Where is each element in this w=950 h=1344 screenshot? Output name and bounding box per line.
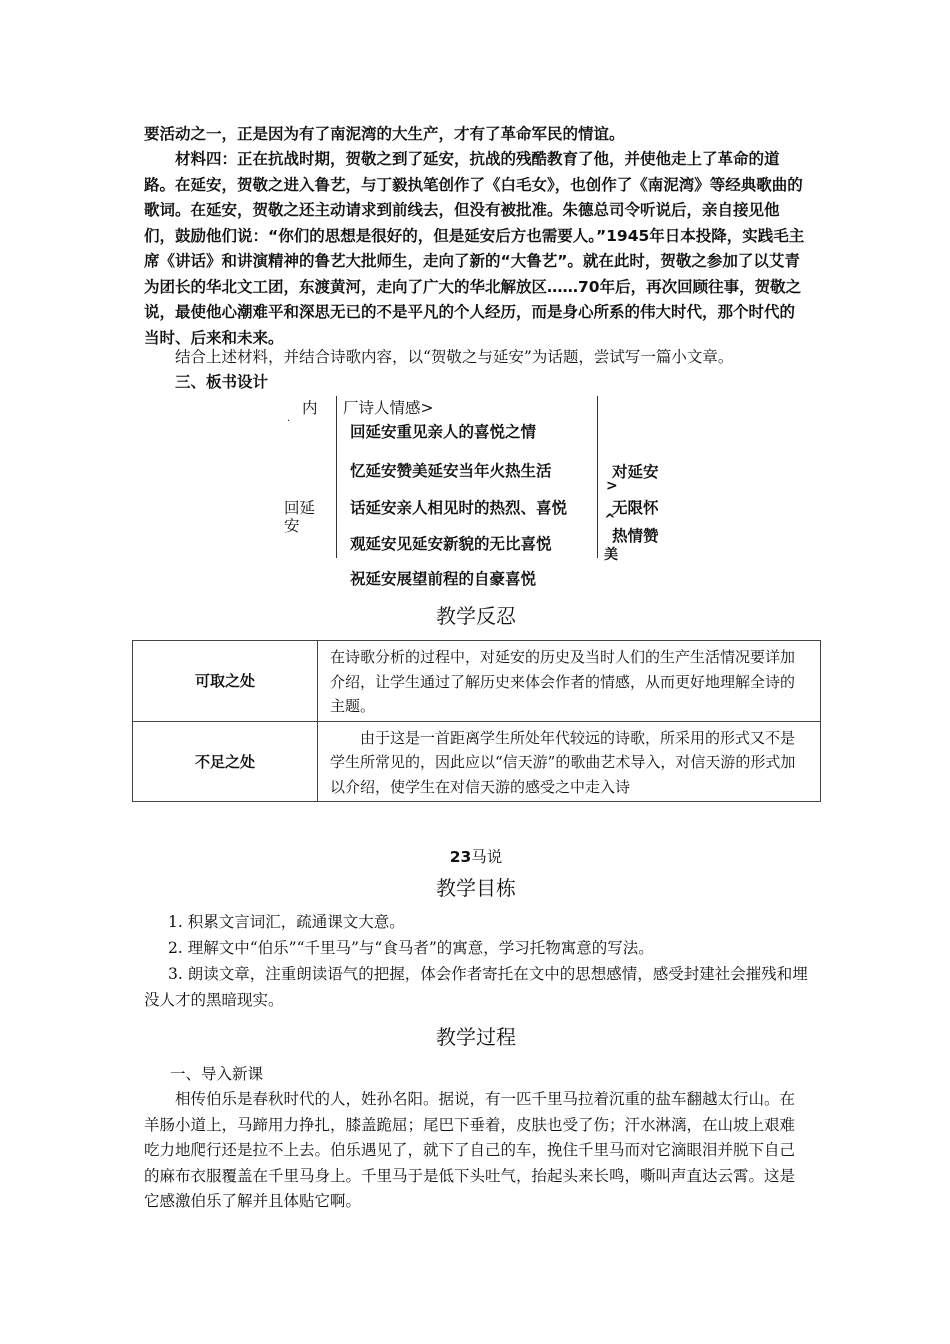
intro-heading: 一、导入新课 xyxy=(170,1065,264,1083)
goal-number: 1. xyxy=(168,913,183,931)
board-right-text: 热情赞 xyxy=(612,527,659,545)
reflection-label: 可取之处 xyxy=(133,641,318,722)
reflection-label: 不足之处 xyxy=(133,721,318,802)
goals-title: 教学目栋 xyxy=(436,876,516,900)
reflection-text: 由于这是一首距离学生所处年代较远的诗歌，所采用的形式又不是学生所常见的，因此应以“信天游”的歌曲艺术导入，对信天游的形式加以介绍，使学生在对信天游的感受之中走入诗 xyxy=(318,721,821,802)
board-dot: . xyxy=(287,413,291,424)
reflection-text: 在诗歌分析的过程中，对延安的历史及当时人们的生产生活情况要详加介绍，让学生通过了解历史来体会作者的情感，从而更好地理解全诗的主题。 xyxy=(318,641,821,722)
material-four-label: 材料四： xyxy=(175,150,238,168)
material-four-text: 正在抗战时期，贺敬之到了延安，抗战的残酷教育了他，并使他走上了革命的道路。在延安，贺敬之进入鲁艺，与丁毅执笔创作了《白毛女》，也创作了《南泥湾》等经典歌曲的歌词。在延安，贺敬之还主动请求到前线去，但没有被批准。朱德总司令听说后，亲自接见他们，鼓励他们说：“你们的思想是很好的，但是延安后方也需要人。”1945年日本投降，实践毛主席《讲话》和讲演精神的鲁艺大批师生，走向了新的“大鲁艺”。就在此时，贺敬之参加了以艾青为团长的华北文工团，东渡黄河，走向了广大的华北解放区……70年后，再次回顾往事，贺敬之说，最使他心潮难平和深思无已的不是平凡的个人经历，而是身心所系的伟大时代，那个时代的当时、后来和未来。 xyxy=(144,150,805,347)
section-three-title: 三、板书设计 xyxy=(175,373,269,391)
goal-number: 2. xyxy=(168,939,183,957)
task-prompt: 结合上述材料，并结合诗歌内容，以“贺敬之与延安”为话题，尝试写一篇小文章。 xyxy=(175,348,734,366)
lesson-number: 23 xyxy=(449,848,472,866)
goal-text: 理解文中“伯乐”“千里马”与“食马者”的寓意，学习托物寓意的写法。 xyxy=(187,939,654,957)
board-right-text: 无限怀 xyxy=(612,499,659,517)
goal-item xyxy=(144,962,808,1013)
board-item: 观延安见延安新貌的无比喜悦 xyxy=(350,535,552,553)
material-four-paragraph xyxy=(144,147,808,351)
process-title: 教学过程 xyxy=(436,1025,516,1049)
board-right-text: 对延安 xyxy=(612,463,659,481)
intro-text: 相传伯乐是春秋时代的人，姓孙名阳。据说，有一匹千里马拉着沉重的盐车翻越太行山。在羊肠小道上，马蹄用力挣扎，膝盖跪屈；尾巴下垂着，皮肤也受了伤；汗水淋漓，在山坡上艰难吃力地爬行还是拉不上去。伯乐遇见了，就下了自己的车，挽住千里马而对它滴眼泪并脱下自己的麻布衣服覆盖在千里马身上。千里马于是低下头吐气，抬起头来长鸣，嘶叫声直达云霄。这是它感激伯乐了解并且体贴它啊。 xyxy=(144,1090,796,1210)
board-header: 厂诗人情感> xyxy=(343,399,434,417)
board-item: 祝延安展望前程的自豪喜悦 xyxy=(350,570,537,588)
board-right-text: 美 xyxy=(604,547,618,563)
lesson-name: 马说 xyxy=(471,848,503,866)
goal-number: 3. xyxy=(168,965,183,983)
board-inner-label: 内 xyxy=(302,399,318,417)
board-left-label-second: 安 xyxy=(284,517,300,535)
lesson-title xyxy=(144,845,808,867)
goal-text: 朗读文章，注重朗读语气的把握，体会作者寄托在文中的思想感情，感受封建社会摧残和埋没人才的黑暗现实。 xyxy=(144,965,808,1009)
board-left-label: 回延 xyxy=(284,499,316,517)
reflection-table xyxy=(132,640,821,802)
board-right-caret: ^ xyxy=(604,512,616,528)
board-item: 忆延安赞美延安当年火热生活 xyxy=(350,462,552,480)
board-item: 话延安亲人相见时的热烈、喜悦 xyxy=(350,499,568,517)
goal-item xyxy=(168,936,808,962)
board-right-brace-line xyxy=(597,396,598,558)
board-right-arrow: > xyxy=(606,478,618,494)
table-row xyxy=(133,721,821,802)
table-row xyxy=(133,641,821,722)
goal-item xyxy=(168,910,808,936)
goal-text: 积累文言词汇，疏通课文大意。 xyxy=(187,913,405,931)
reflection-title: 教学反忍 xyxy=(436,604,516,628)
intro-line: 要活动之一，正是因为有了南泥湾的大生产，才有了革命军民的情谊。 xyxy=(144,125,625,143)
board-left-label-clip xyxy=(284,514,324,535)
board-item: 回延安重见亲人的喜悦之情 xyxy=(350,423,537,441)
board-left-brace-line xyxy=(336,396,337,558)
